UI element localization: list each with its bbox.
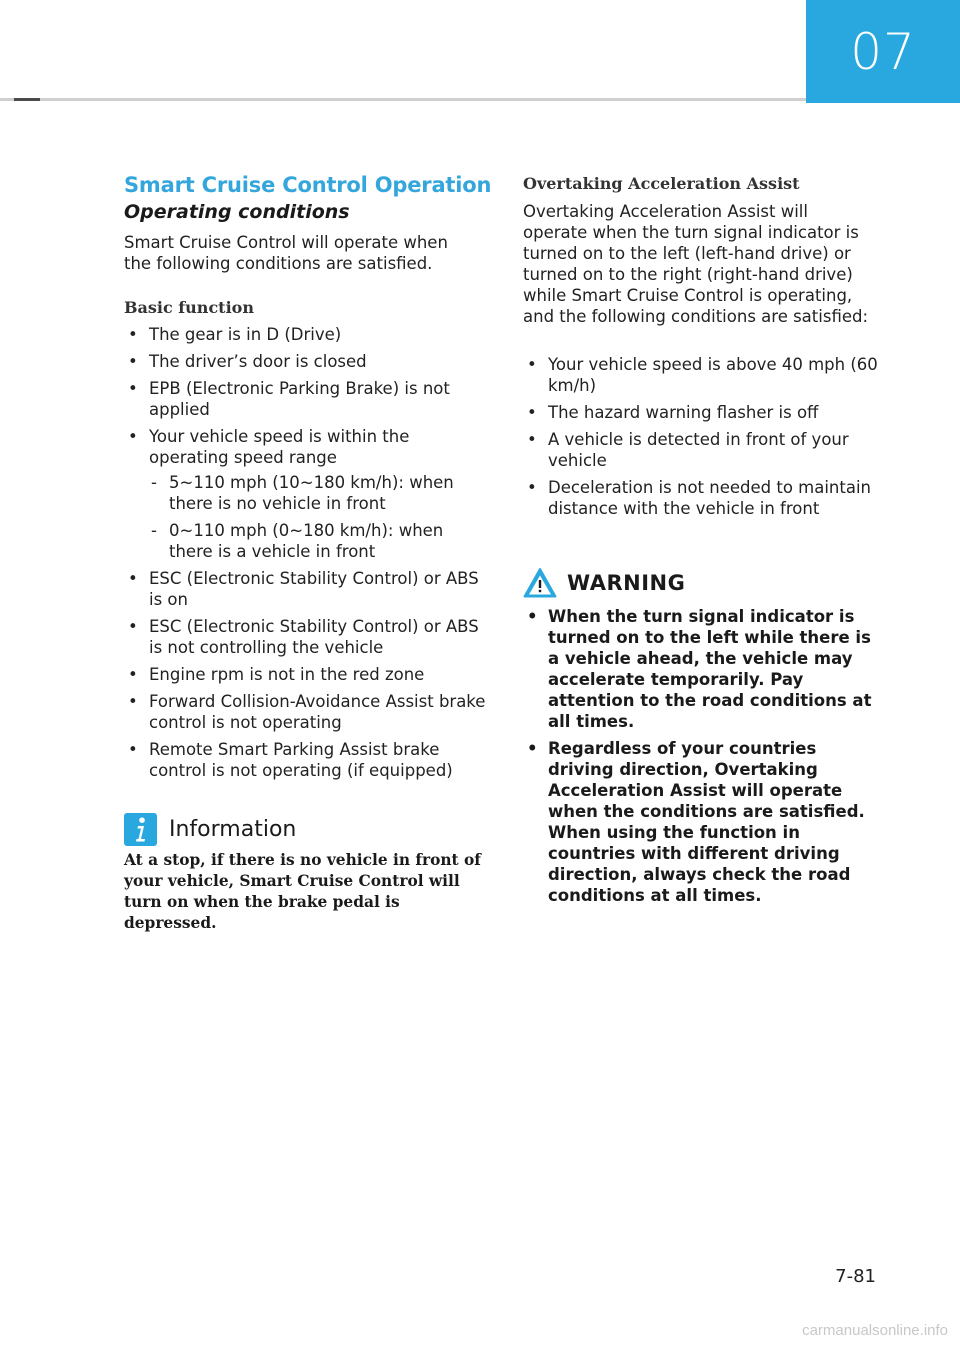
info-glyph-icon	[134, 817, 148, 843]
information-header	[124, 813, 296, 846]
warning-item: • When the turn signal indicator is turned on to the left while there is a vehicle ahead, the vehicle may accelerate temporarily. Pay attention to the road conditions at all times.	[523, 606, 885, 732]
list-item: • Engine rpm is not in the red zone	[124, 664, 490, 685]
list-item: • ESC (Electronic Stability Control) or ABS is not controlling the vehicle	[124, 616, 490, 658]
list-item: • The gear is in D (Drive)	[124, 324, 490, 345]
information-label: Information	[169, 817, 297, 842]
warning-label: WARNING	[567, 571, 686, 595]
list-item: • A vehicle is detected in front of your vehicle	[523, 429, 883, 471]
header-rule-accent	[14, 98, 40, 101]
page-number: 7-81	[835, 1266, 876, 1287]
condition-list	[124, 324, 490, 787]
sub-title: Operating conditions	[124, 201, 350, 223]
chapter-number: 07	[850, 22, 916, 81]
sub-list-item: - 0~110 mph (0~180 km/h): when there is a vehicle in front	[149, 520, 490, 562]
sub-list-item: - 5~110 mph (10~180 km/h): when there is no vehicle in front	[149, 472, 490, 514]
list-item: • Deceleration is not needed to maintain distance with the vehicle in front	[523, 477, 883, 519]
list-item: • The driver’s door is closed	[124, 351, 490, 372]
warning-triangle-icon	[523, 567, 557, 599]
warning-list	[523, 606, 885, 912]
warning-item: • Regardless of your countries driving direction, Overtaking Acceleration Assist will operate when the conditions are satisfied. When using the function in countries with different driving direction, always check the road conditions at all times.	[523, 738, 885, 906]
list-item: • EPB (Electronic Parking Brake) is not applied	[124, 378, 490, 420]
list-item: • ESC (Electronic Stability Control) or ABS is on	[124, 568, 490, 610]
section-title: Smart Cruise Control Operation	[124, 173, 492, 197]
list-item: • Forward Collision-Avoidance Assist brake control is not operating	[124, 691, 490, 733]
list-item: • Your vehicle speed is above 40 mph (60 km/h)	[523, 354, 883, 396]
overtaking-condition-list	[523, 354, 883, 525]
information-text: At a stop, if there is no vehicle in front of your vehicle, Smart Cruise Control will turn on when the brake pedal is depressed.	[124, 851, 481, 932]
list-item: • Remote Smart Parking Assist brake control is not operating (if equipped)	[124, 739, 490, 781]
basic-function-heading: Basic function	[124, 298, 254, 317]
intro-paragraph: Smart Cruise Control will operate when the following conditions are satisfied.	[124, 233, 448, 273]
list-item: • The hazard warning flasher is off	[523, 402, 883, 423]
warning-header	[523, 567, 685, 599]
list-item: • Your vehicle speed is within the operating speed range - 5~110 mph (10~180 km/h): when there is no vehicle in front - 0~110 mph (0~180 km/h): when there is a vehicle in front	[124, 426, 490, 562]
info-icon	[124, 813, 157, 846]
watermark-url: carmanualsonline.info	[802, 1322, 948, 1339]
speed-range-list	[149, 472, 490, 562]
overtaking-intro: Overtaking Acceleration Assist will operate when the turn signal indicator is turned on to the left (left-hand drive) or turned on to the right (right-hand drive) while Smart Cruise Control is operating, and the following conditions are satisfied:	[523, 202, 869, 326]
chapter-tab	[806, 0, 960, 103]
overtaking-heading: Overtaking Acceleration Assist	[523, 174, 800, 193]
header-rule	[0, 98, 806, 101]
